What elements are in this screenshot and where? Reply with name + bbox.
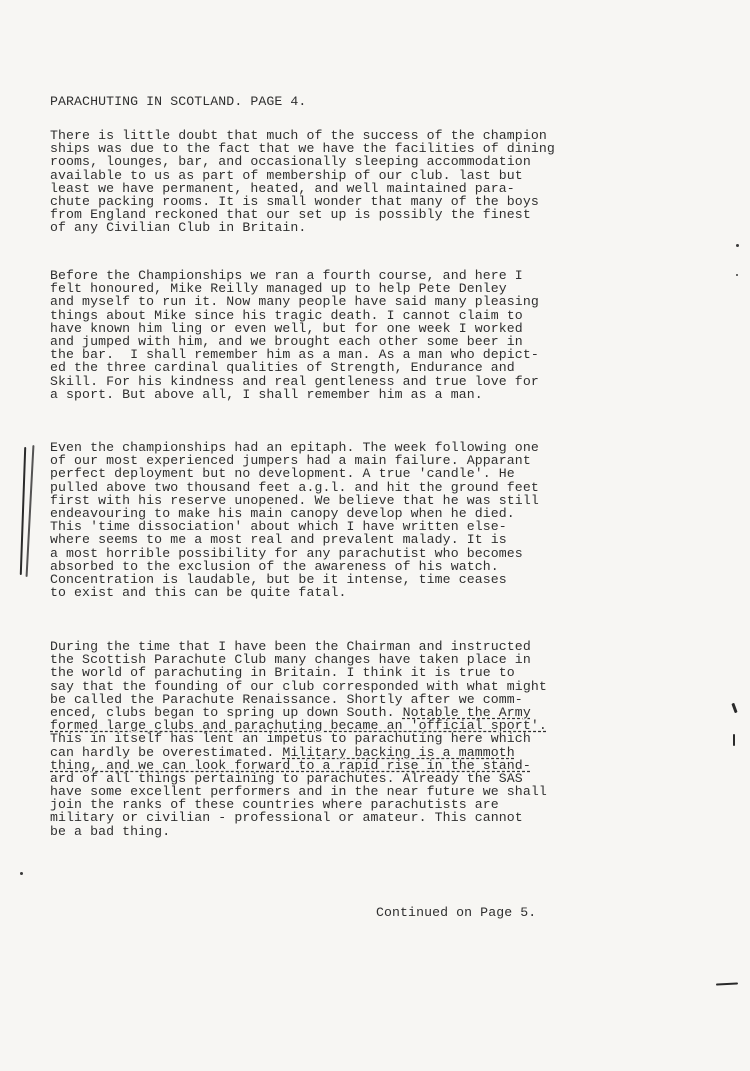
text-line: There is little doubt that much of the success of the champion: [50, 128, 547, 143]
text-line: the Scottish Parachute Club many changes have taken place in: [50, 652, 531, 668]
text-line: to exist and this can be quite fatal.: [50, 585, 347, 601]
underlined-text: Notable the Army: [402, 704, 531, 720]
paragraph-1: [50, 129, 650, 235]
margin-pen-stroke: [26, 445, 34, 577]
underlined-text: Military backing is a mammoth: [282, 744, 515, 760]
margin-pen-stroke: [20, 447, 26, 575]
text-line: the bar. I shall remember him as a man. As a man who depict-: [50, 347, 539, 363]
text-line: least we have permanent, heated, and well maintained para-: [50, 180, 515, 196]
text-line: Even the championships had an epitaph. The week following one: [50, 440, 539, 455]
text-line: Skill. For his kindness and real gentleness and true love for: [50, 373, 539, 389]
text-line: ships was due to the fact that we have the facilities of dining: [50, 141, 555, 157]
text-line-head: enced, clubs began to spring up down South.: [50, 704, 403, 720]
ink-speck: [20, 872, 23, 875]
margin-pen-stroke: [731, 703, 737, 713]
text-line: have known him ling or even well, but for one week I worked: [50, 320, 523, 336]
text-line: [50, 759, 650, 772]
underlined-text: thing, and we can look forward to a rapid rise in the stand-: [50, 757, 531, 773]
text-line: of our most experienced jumpers had a main failure. Apparant: [50, 453, 531, 469]
text-line-head: can hardly be overestimated.: [50, 744, 283, 760]
text-line: join the ranks of these countries where parachutists are: [50, 797, 499, 813]
paragraph-2: [50, 269, 650, 401]
text-line: ard of all things pertaining to parachutes. Already the SAS: [50, 770, 523, 786]
continued-note: Continued on Page 5.: [376, 905, 537, 920]
text-line: perfect deployment but no development. A true 'candle'. He: [50, 466, 515, 482]
text-line: rooms, lounges, bar, and occasionally sleeping accommodation: [50, 154, 531, 170]
text-line: and myself to run it. Now many people have said many pleasing: [50, 294, 539, 310]
text-line: endeavouring to make his main canopy develop when he died.: [50, 505, 515, 521]
ink-speck: [736, 274, 738, 276]
text-line: This in itself has lent an impetus to parachuting here which: [50, 731, 531, 747]
text-line: available to us as part of membership of our club. last but: [50, 167, 523, 183]
margin-pen-stroke: [733, 734, 735, 746]
text-line: military or civilian - professional or amateur. This cannot: [50, 810, 523, 826]
text-line: Concentration is laudable, but be it intense, time ceases: [50, 571, 507, 587]
page-heading: PARACHUTING IN SCOTLAND. PAGE 4.: [50, 94, 307, 109]
paragraph-3: [50, 441, 650, 599]
text-line: where seems to me a most real and prevalent malady. It is: [50, 532, 507, 548]
text-line: the world of parachuting in Britain. I think it is true to: [50, 665, 515, 681]
text-line: Before the Championships we ran a fourth course, and here I: [50, 268, 523, 283]
text-line: absorbed to the exclusion of the awareness of his watch.: [50, 558, 499, 574]
text-line: During the time that I have been the Chairman and instructed: [50, 639, 531, 654]
text-line: chute packing rooms. It is small wonder that many of the boys: [50, 193, 539, 209]
text-line: a sport. But above all, I shall remember him as a man.: [50, 386, 483, 402]
text-line: and jumped with him, and we brought each other some beer in: [50, 333, 523, 349]
text-line: say that the founding of our club corresponded with what might: [50, 678, 547, 694]
paragraph-4: [50, 640, 650, 838]
text-line: things about Mike since his tragic death. I cannot claim to: [50, 307, 523, 323]
text-line: formed large clubs and parachuting became an 'official sport'.: [50, 718, 547, 734]
text-line: of any Civilian Club in Britain.: [50, 220, 307, 236]
text-line: felt honoured, Mike Reilly managed up to help Pete Denley: [50, 281, 507, 297]
text-line: This 'time dissociation' about which I have written else-: [50, 519, 507, 535]
text-line: ed the three cardinal qualities of Strength, Endurance and: [50, 360, 515, 376]
text-line: be a bad thing.: [50, 823, 171, 839]
ink-speck: [736, 244, 739, 247]
margin-pen-stroke: [716, 982, 738, 985]
text-line: have some excellent performers and in the near future we shall: [50, 784, 547, 800]
text-line: from England reckoned that our set up is possibly the finest: [50, 207, 531, 223]
text-line: first with his reserve unopened. We believe that he was still: [50, 492, 539, 508]
text-line: pulled above two thousand feet a.g.l. and hit the ground feet: [50, 479, 539, 495]
text-line: be called the Parachute Renaissance. Shortly after we comm-: [50, 691, 523, 707]
text-line: a most horrible possibility for any parachutist who becomes: [50, 545, 523, 561]
